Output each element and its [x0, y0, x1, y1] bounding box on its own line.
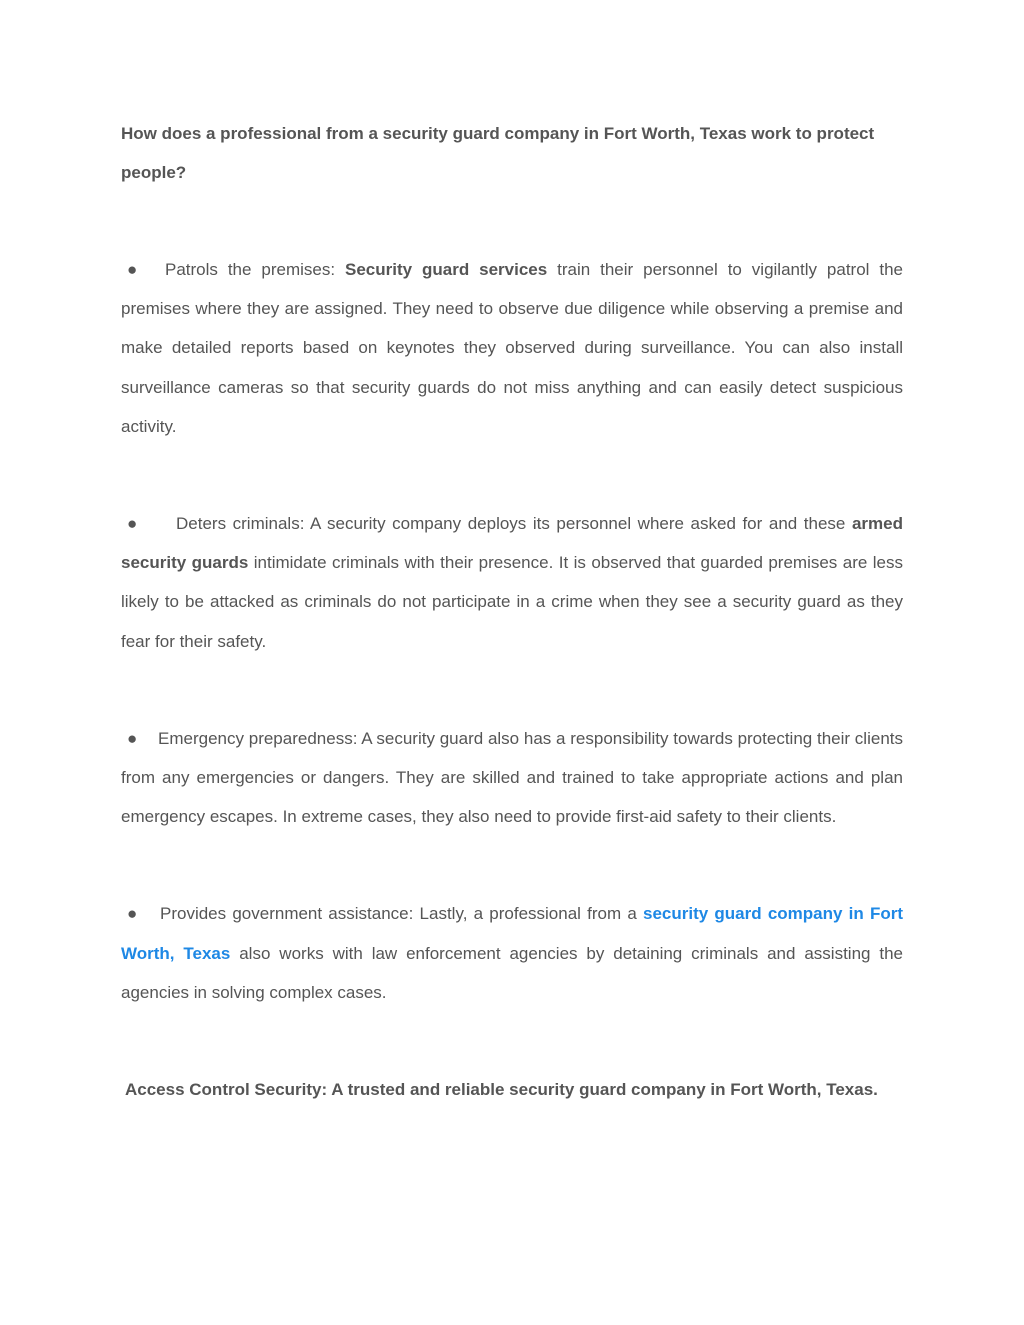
document-heading: How does a professional from a security guard company in Fort Worth, Texas work to protect people?: [121, 124, 875, 182]
closing-statement: Access Control Security: A trusted and reliable security guard company in Fort Worth, Texas.: [125, 1080, 878, 1100]
point-lead: Patrols the premises:: [165, 260, 345, 279]
bullet-point-government: [121, 894, 903, 1012]
bullet-icon: ●: [127, 260, 138, 279]
bullet-icon: ●: [127, 904, 138, 924]
point-bold-term: armed security guards: [121, 514, 903, 573]
point-bold-term: Security guard services: [345, 260, 548, 279]
bullet-point-emergency: [121, 719, 903, 837]
point-lead: Provides government assistance: Lastly, a professional from a: [160, 904, 643, 924]
point-text: also works with law enforcement agencies by detaining criminals and assisting the agencies in solving complex cases.: [121, 943, 904, 1002]
bullet-icon: ●: [127, 728, 138, 748]
point-lead: Emergency preparedness: A security guard also has a responsibility towards protecting their clients from any emergencies or dangers. They are skilled and trained to take appropriate actions and plan emergency escapes. In extreme cases, they also need to provide first-aid safety to their clients.: [121, 728, 903, 827]
security-guard-company-link[interactable]: security guard company in Fort Worth, Texas: [121, 904, 904, 963]
bullet-icon: ●: [127, 514, 138, 534]
point-text: train their personnel to vigilantly patrol the premises where they are assigned. They need to observe due diligence while observing a premise and make detailed reports based on keynotes they observed during surveillance. You can also install surveillance cameras so that security guards do not miss anything and can easily detect suspicious activity.: [121, 260, 903, 436]
document-body: [121, 114, 903, 1109]
point-text: intimidate criminals with their presence. It is observed that guarded premises are less likely to be attacked as criminals do not participate in a crime when they see a security guard as they fear for their safety.: [121, 553, 903, 651]
point-lead: Deters criminals: A security company deploys its personnel where asked for and these: [176, 514, 852, 534]
bullet-point-patrols: [121, 250, 903, 446]
bullet-point-deters: [121, 504, 903, 661]
